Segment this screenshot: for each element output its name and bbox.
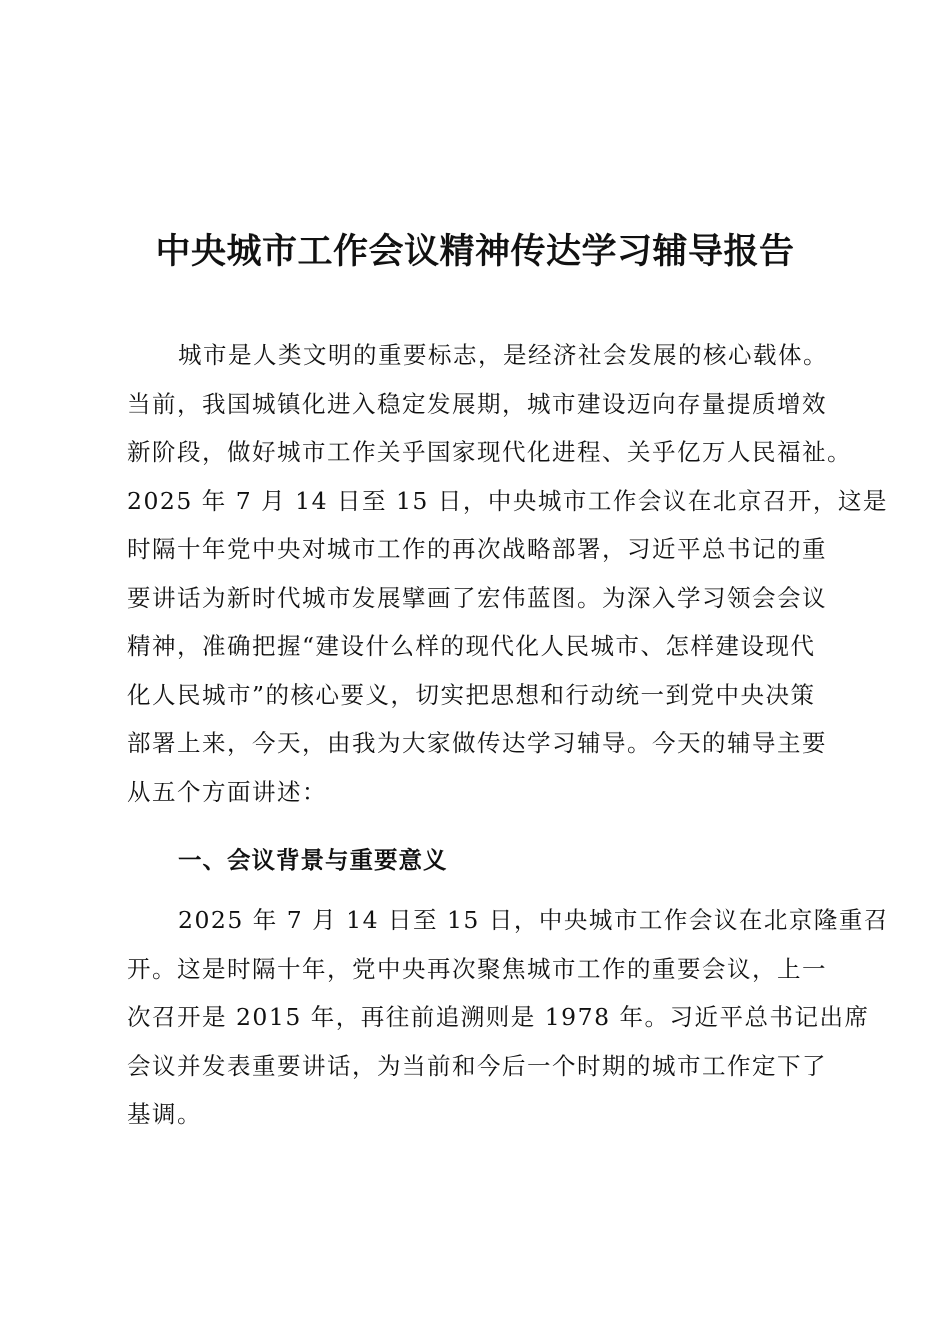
paragraph-line: 会议并发表重要讲话，为当前和今后一个时期的城市工作定下了 — [127, 1051, 827, 1080]
paragraph-line: 2025 年 7 月 14 日至 15 日，中央城市工作会议在北京召开，这是 — [127, 486, 888, 515]
paragraph-line: 从五个方面讲述： — [127, 777, 327, 806]
paragraph-line: 化人民城市”的核心要义，切实把思想和行动统一到党中央决策 — [127, 680, 816, 709]
paragraph-line: 新阶段，做好城市工作关乎国家现代化进程、关乎亿万人民福祉。 — [127, 438, 852, 466]
section-heading: 一、会议背景与重要意义 — [178, 846, 448, 874]
intro-paragraph — [127, 331, 888, 816]
paragraph-line: 开。这是时隔十年，党中央再次聚焦城市工作的重要会议，上一 — [127, 954, 827, 983]
paragraph-line: 当前，我国城镇化进入稳定发展期，城市建设迈向存量提质增效 — [127, 389, 827, 418]
paragraph-line: 2025 年 7 月 14 日至 15 日，中央城市工作会议在北京隆重召 — [178, 906, 889, 934]
paragraph-line: 基调。 — [127, 1100, 202, 1128]
paragraph-line: 次召开是 2015 年，再往前追溯则是 1978 年。习近平总书记出席 — [127, 1003, 870, 1031]
paragraph-line: 时隔十年党中央对城市工作的再次战略部署，习近平总书记的重 — [127, 535, 827, 563]
paragraph-line: 要讲话为新时代城市发展擘画了宏伟蓝图。为深入学习领会会议 — [127, 583, 827, 612]
paragraph-line: 部署上来，今天，由我为大家做传达学习辅导。今天的辅导主要 — [127, 729, 827, 757]
paragraph-line: 精神，准确把握“建设什么样的现代化人民城市、怎样建设现代 — [127, 632, 816, 660]
document-title: 中央城市工作会议精神传达学习辅导报告 — [155, 231, 795, 272]
section-paragraph — [127, 896, 889, 1139]
paragraph-line: 城市是人类文明的重要标志，是经济社会发展的核心载体。 — [178, 341, 828, 369]
